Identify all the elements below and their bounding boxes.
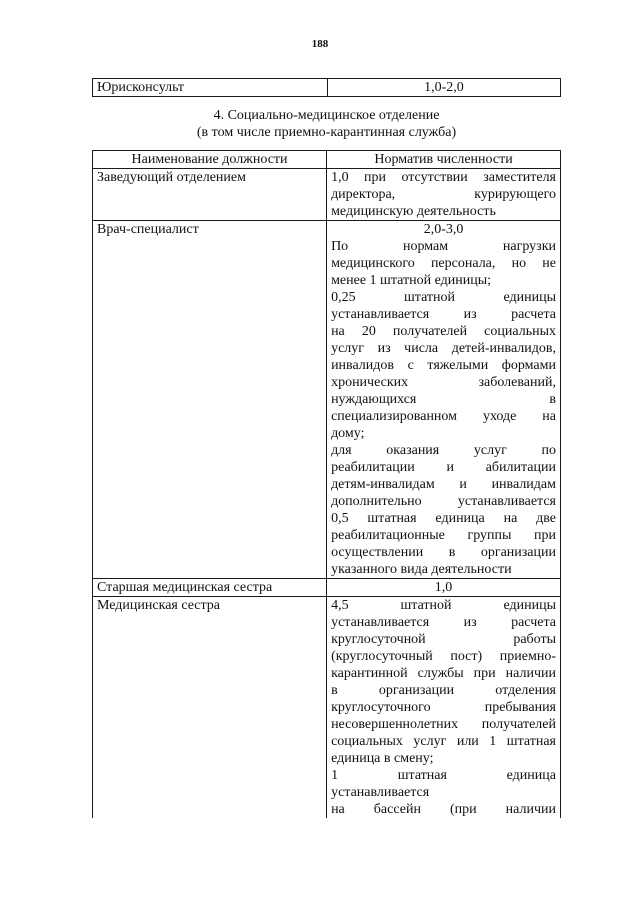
norm-cell: 1,0 xyxy=(327,579,561,597)
norm-line: менее 1 штатной единицы; xyxy=(331,273,491,288)
norm-line: в организации отделения xyxy=(331,683,556,698)
norm-line: на 20 получателей социальных xyxy=(331,324,556,339)
norm-line: 1,0 при отсутствии заместителя xyxy=(331,170,556,185)
norm-line: устанавливается xyxy=(331,785,430,800)
norm-line: медицинскую деятельность xyxy=(331,204,496,219)
table-row xyxy=(93,169,561,221)
norm-line: директора, курирующего xyxy=(331,187,556,202)
table-row xyxy=(93,597,561,819)
norm-line: 4,5 штатной единицы xyxy=(331,598,556,613)
header-position: Наименование должности xyxy=(93,151,327,169)
norm-cell xyxy=(327,221,561,579)
top-table xyxy=(92,78,561,97)
norm-line: устанавливается из расчета xyxy=(331,307,556,322)
norm-line: социальных услуг или 1 штатная xyxy=(331,734,556,749)
section-subtitle: (в том числе приемно-карантинная служба) xyxy=(196,125,457,140)
norm-line: 1 штатная единица xyxy=(331,768,556,783)
norm-line: карантинной службы при наличии xyxy=(331,666,556,681)
norm-line: 0,25 штатной единицы xyxy=(331,290,556,305)
staffing-table xyxy=(92,150,561,818)
norm-line: хронических заболеваний, xyxy=(331,375,556,390)
position-cell: Заведующий отделением xyxy=(93,169,327,221)
norm-line: реабилитационные группы при xyxy=(331,528,556,543)
norm-line: дому; xyxy=(331,426,365,441)
norm-line: круглосуточного пребывания xyxy=(331,700,556,715)
norm-line: для оказания услуг по xyxy=(331,443,556,458)
header-norm: Норматив численности xyxy=(327,151,561,169)
norm-line: нуждающихся в xyxy=(331,392,556,407)
norm-line: на бассейн (при наличии xyxy=(331,802,556,817)
norm-line: 0,5 штатная единица на две xyxy=(331,511,556,526)
norm-line: дополнительно устанавливается xyxy=(331,494,556,509)
position-cell: Юрисконсульт xyxy=(93,79,328,97)
norm-cell xyxy=(327,597,561,819)
table-row xyxy=(93,579,561,597)
norm-cell: 1,0-2,0 xyxy=(327,79,560,97)
position-cell: Медицинская сестра xyxy=(93,597,327,819)
norm-cell xyxy=(327,169,561,221)
norm-line: указанного вида деятельности xyxy=(331,562,512,577)
table-row xyxy=(93,79,561,97)
norm-line: детям-инвалидам и инвалидам xyxy=(331,477,556,492)
norm-line: (круглосуточный пост) приемно- xyxy=(331,649,556,664)
page-number: 188 xyxy=(311,38,329,50)
norm-line: круглосуточной работы xyxy=(331,632,556,647)
position-cell: Старшая медицинская сестра xyxy=(93,579,327,597)
table-header-row xyxy=(93,151,561,169)
norm-line: единица в смену; xyxy=(331,751,434,766)
norm-line: несовершеннолетних получателей xyxy=(331,717,556,732)
position-cell: Врач-специалист xyxy=(93,221,327,579)
norm-head: 2,0-3,0 xyxy=(423,222,464,237)
norm-line: услуг из числа детей-инвалидов, xyxy=(331,341,556,356)
norm-line: устанавливается из расчета xyxy=(331,615,556,630)
norm-line: осуществлении в организации xyxy=(331,545,556,560)
norm-line: специализированном уходе на xyxy=(331,409,556,424)
norm-line: медицинского персонала, но не xyxy=(331,256,556,271)
norm-line: По нормам нагрузки xyxy=(331,239,556,254)
section-heading xyxy=(92,107,561,141)
table-row xyxy=(93,221,561,579)
norm-line: инвалидов с тяжелыми формами xyxy=(331,358,556,373)
norm-line: реабилитации и абилитации xyxy=(331,460,556,475)
section-title: 4. Социально-медицинское отделение xyxy=(213,108,440,123)
